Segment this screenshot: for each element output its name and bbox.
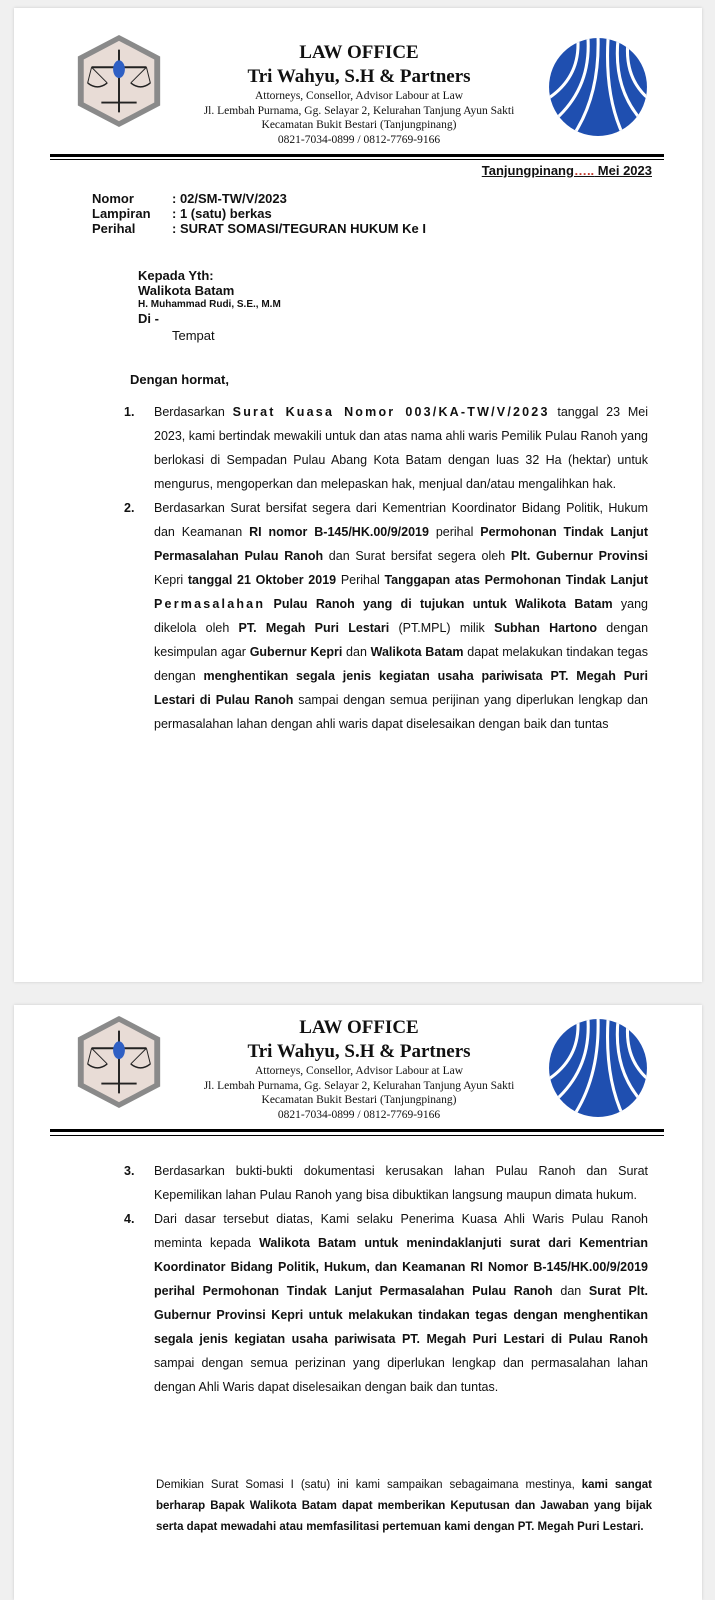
item-text: dan xyxy=(552,1284,589,1298)
scales-of-justice-icon xyxy=(70,1013,168,1111)
list-item xyxy=(124,400,648,496)
blue-wave-logo-icon xyxy=(547,36,649,138)
item-text-bold: PT. Megah Puri Lestari xyxy=(238,621,390,635)
address-line-2: Kecamatan Bukit Bestari (Tanjungpinang) xyxy=(261,1094,457,1106)
item-text: Berdasarkan bukti-bukti dokumentasi kerusakan lahan Pulau Ranoh dan Surat Kepemilikan lahan Pulau Ranoh yang bisa dibuktikan langsung maupun dimata hukum. xyxy=(154,1164,648,1202)
date-dots: ….. xyxy=(573,163,595,178)
item-text-bold: Tanggapan atas Permohonan Tindak Lanjut xyxy=(384,573,648,587)
date-place: Tanjungpinang xyxy=(481,163,574,178)
address-line-1: Jl. Lembah Purnama, Gg. Selayar 2, Kelurahan Tanjung Ayun Sakti xyxy=(203,105,515,117)
item-text-bold: Surat Kuasa Nomor 003/KA-TW/V/2023 xyxy=(232,405,550,419)
meta-perihal xyxy=(92,221,426,236)
item-text: Perihal xyxy=(336,573,385,587)
item-text-bold: Plt. Gubernur Provinsi xyxy=(510,549,648,563)
item-text: yang dikelola oleh xyxy=(154,597,648,635)
address-line-2: Kecamatan Bukit Bestari (Tanjungpinang) xyxy=(261,119,457,131)
item-text: perihal xyxy=(428,525,481,539)
item-text-bold: Permohonan Tindak Lanjut Permasalahan Pulau Ranoh xyxy=(154,525,648,563)
blue-wave-logo-icon xyxy=(547,1017,649,1119)
item-text: dan Surat bersifat segera oleh xyxy=(323,549,511,563)
scales-of-justice-icon xyxy=(70,32,168,130)
item-text: dapat melakukan tindakan tegas dengan xyxy=(154,645,648,683)
header-rule-thick xyxy=(50,1129,664,1132)
item-text: Berdasarkan Surat bersifat segera dari Kementrian Koordinator Bidang Politik, Hukum dan Keamanan xyxy=(154,501,648,539)
item-text: Berdasarkan xyxy=(154,405,233,419)
item-text-bold: menghentikan segala jenis kegiatan usaha pariwisata PT. Megah Puri Lestari di Pulau Ranoh xyxy=(154,669,648,707)
firm-name: Tri Wahyu, S.H & Partners xyxy=(247,1041,471,1062)
item-text-bold: tanggal 21 Oktober 2019 xyxy=(187,573,337,587)
firm-name: Tri Wahyu, S.H & Partners xyxy=(247,66,471,87)
item-text-bold: Pulau Ranoh yang di tujukan untuk Walikota Batam xyxy=(265,597,613,611)
meta-value: : SURAT SOMASI/TEGURAN HUKUM Ke I xyxy=(172,221,426,236)
points-list-page-2 xyxy=(124,1159,648,1399)
letter-date xyxy=(482,163,652,178)
item-text-bold: Subhan Hartono xyxy=(494,621,598,635)
office-title: LAW OFFICE xyxy=(299,1017,419,1038)
letter-page-1 xyxy=(14,8,702,982)
greeting: Dengan hormat, xyxy=(130,372,229,387)
item-text: dan xyxy=(342,645,371,659)
item-text-bold: RI nomor B-145/HK.00/9/2019 xyxy=(249,525,429,539)
date-month-year: Mei 2023 xyxy=(594,163,652,178)
item-number: 1. xyxy=(124,405,135,419)
firm-subtitle: Attorneys, Consellor, Advisor Labour at Law xyxy=(254,90,464,102)
closing-text-bold: kami sangat berharap Bapak Walikota Batam dapat memberikan Keputusan dan Jawaban yang bijak serta dapat mewadahi atau memfasilitasi pertemuan kami dengan PT. Megah Puri Lestari. xyxy=(156,1479,653,1533)
letter-page-2 xyxy=(14,1005,702,1600)
item-number: 2. xyxy=(124,501,135,515)
list-item xyxy=(124,1207,648,1399)
recipient-place: Tempat xyxy=(172,328,215,343)
item-text: dengan kesimpulan agar xyxy=(154,621,649,659)
item-text: Kepri xyxy=(154,573,188,587)
meta-value: : 1 (satu) berkas xyxy=(172,206,272,221)
item-text-bold: Gubernur Kepri xyxy=(249,645,343,659)
header-rule-thin xyxy=(50,159,664,160)
item-text: Dari dasar tersebut diatas, Kami selaku Penerima Kuasa Ahli Waris Pulau Ranoh meminta kepada xyxy=(154,1212,648,1250)
meta-label: Perihal xyxy=(92,221,136,236)
item-text-bold: Walikota Batam xyxy=(370,645,464,659)
item-text-bold: Permasalahan xyxy=(154,597,266,611)
office-title: LAW OFFICE xyxy=(299,42,419,63)
recipient-to: Kepada Yth: xyxy=(138,268,214,283)
list-item xyxy=(124,1159,648,1207)
meta-label: Lampiran xyxy=(92,206,151,221)
firm-subtitle: Attorneys, Consellor, Advisor Labour at Law xyxy=(254,1065,464,1077)
recipient-name: H. Muhammad Rudi, S.E., M.M xyxy=(138,299,281,310)
closing-paragraph xyxy=(156,1475,652,1538)
item-text: sampai dengan semua perijinan yang diperlukan lengkap dan permasalahan lahan dengan ahli waris dapat diselesaikan dengan baik dan tuntas xyxy=(154,693,649,731)
header-rule-thin xyxy=(50,1135,664,1136)
item-text-bold: Surat Plt. Gubernur Provinsi Kepri untuk melakukan tindakan tegas dengan menghentikan segala jenis kegiatan usaha pariwisata PT. Megah Puri Lestari di Pulau Ranoh xyxy=(154,1284,648,1346)
list-item xyxy=(124,496,648,736)
item-text: tanggal 23 Mei 2023, kami bertindak mewakili untuk dan atas nama ahli waris Pemilik Pulau Ranoh yang berlokasi di Sempadan Pulau Abang Kota Batam dengan luas 32 Ha (hektar) untuk mengurus, mengoperkan dan melepaskan hak, menjual dan/atau mengalihkan hak. xyxy=(154,405,648,491)
phone-numbers: 0821-7034-0899 / 0812-7769-9166 xyxy=(277,134,441,146)
closing-text: Demikian Surat Somasi I (satu) ini kami sampaikan sebagaimana mestinya, xyxy=(156,1479,582,1491)
recipient-di: Di - xyxy=(138,311,159,326)
header-rule-thick xyxy=(50,154,664,157)
address-line-1: Jl. Lembah Purnama, Gg. Selayar 2, Kelurahan Tanjung Ayun Sakti xyxy=(203,1080,515,1092)
meta-lampiran xyxy=(92,206,272,221)
meta-label: Nomor xyxy=(92,191,134,206)
recipient-title: Walikota Batam xyxy=(138,283,235,298)
points-list-page-1 xyxy=(124,400,648,736)
item-text: sampai dengan semua perizinan yang diperlukan lengkap dan permasalahan lahan dengan Ahli Waris dapat diselesaikan dengan baik dan tuntas. xyxy=(154,1356,648,1394)
item-number: 3. xyxy=(124,1164,135,1178)
phone-numbers: 0821-7034-0899 / 0812-7769-9166 xyxy=(277,1109,441,1121)
meta-value: : 02/SM-TW/V/2023 xyxy=(172,191,287,206)
meta-nomor xyxy=(92,191,287,206)
item-text: (PT.MPL) milik xyxy=(389,621,495,635)
item-number: 4. xyxy=(124,1212,135,1226)
item-text-bold: Walikota Batam untuk menindaklanjuti surat dari Kementrian Koordinator Bidang Politik, Hukum, dan Keamanan RI Nomor B-145/HK.00/9/2019 perihal Permohonan Tindak Lanjut Permasalahan Pulau Ranoh xyxy=(154,1236,648,1298)
